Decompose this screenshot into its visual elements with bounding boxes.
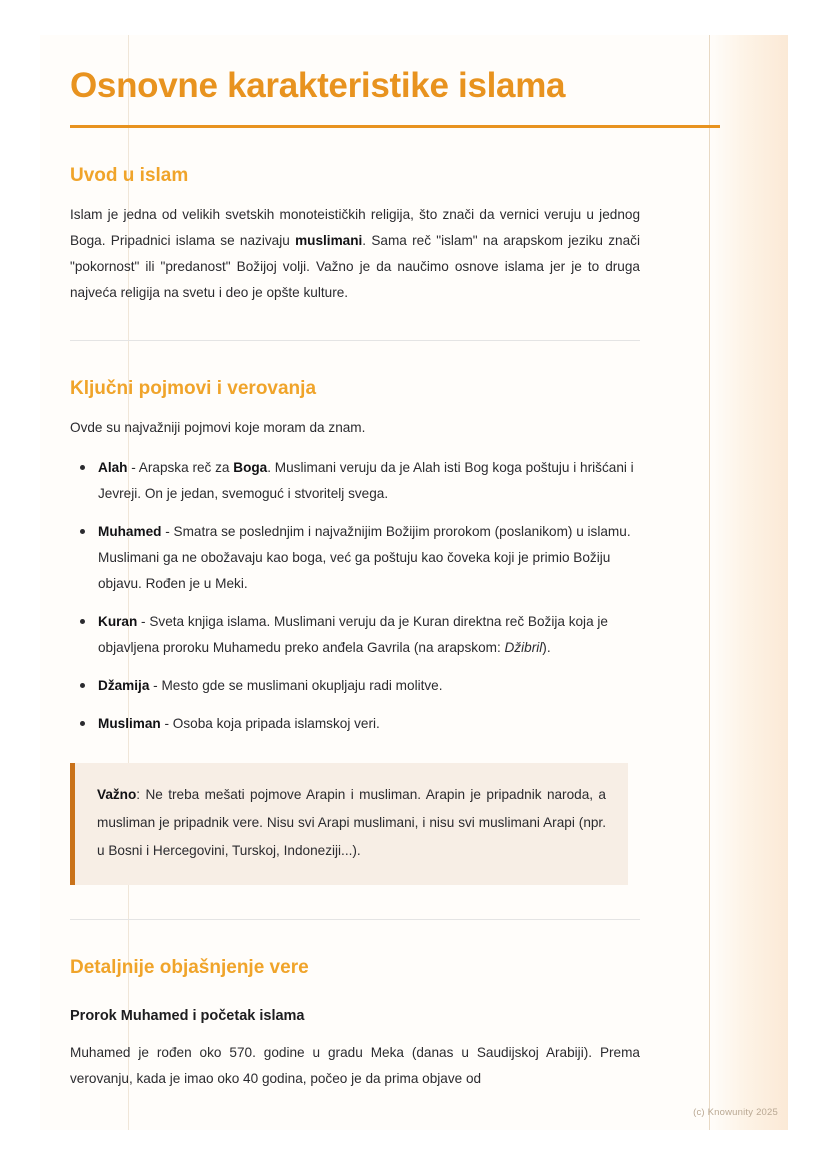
callout-text: Važno: Ne treba mešati pojmove Arapin i musliman. Arapin je pripadnik naroda, a musliman je pripadnik vere. Nisu svi Arapi muslimani, i nisu svi muslimani Arapi (npr. u Bosni i Hercegovini, Turskoj, Indoneziji...). (97, 787, 606, 858)
bullet-icon (80, 721, 85, 726)
right-gradient-strip (710, 35, 788, 1130)
detail-paragraph: Muhamed je rođen oko 570. godine u gradu Meka (danas u Saudijskoj Arabiji). Prema verovanju, kada je imao oko 40 godina, počeo je da prima objave od (70, 1045, 640, 1086)
footer-credit: (c) Knowunity 2025 (693, 1107, 778, 1118)
bullet-icon (80, 529, 85, 534)
document-content (70, 35, 690, 1092)
list-item: Muhamed - Smatra se poslednjim i najvažnijim Božijim prorokom (poslanikom) u islamu. Muslimani ga ne obožavaju kao boga, već ga poštuju kao čoveka koji je primio Božiju objavu. Rođen je u Meki. (70, 519, 640, 597)
bullet-icon (80, 465, 85, 470)
section-heading-detail: Detaljnije objašnjenje vere (70, 957, 309, 978)
section-heading-intro: Uvod u islam (70, 165, 189, 186)
section-heading-key-terms: Ključni pojmovi i verovanja (70, 378, 317, 399)
key-terms-intro: Ovde su najvažniji pojmovi koje moram da znam. (70, 420, 366, 435)
list-item: Kuran - Sveta knjiga islama. Muslimani veruju da je Kuran direktna reč Božija koja je objavljena proroku Muhamedu preko anđela Gavrila (na arapskom: Džibril). (70, 609, 640, 661)
important-callout (70, 763, 628, 885)
bullet-icon (80, 683, 85, 688)
list-item: Džamija - Mesto gde se muslimani okupljaju radi molitve. (70, 673, 640, 699)
key-terms-list (70, 441, 640, 737)
document-sheet (40, 35, 788, 1130)
list-item: Musliman - Osoba koja pripada islamskoj veri. (70, 711, 640, 737)
bullet-icon (80, 619, 85, 624)
page-title: Osnovne karakteristike islama (70, 66, 566, 105)
subsection-heading-muhamed: Prorok Muhamed i početak islama (70, 1008, 305, 1024)
list-item: Alah - Arapska reč za Boga. Muslimani veruju da je Alah isti Bog koga poštuju i hrišćani i Jevreji. On je jedan, svemoguć i stvoritelj svega. (70, 455, 640, 507)
intro-paragraph: Islam je jedna od velikih svetskih monoteističkih religija, što znači da vernici veruju u jednog Boga. Pripadnici islama se nazivaju muslimani. Sama reč "islam" na arapskom jeziku znači "pokornost" ili "predanost" Božijoj volji. Važno je da naučimo osnove islama jer je to druga najveća religija na svetu i deo je opšte kulture. (70, 207, 640, 300)
